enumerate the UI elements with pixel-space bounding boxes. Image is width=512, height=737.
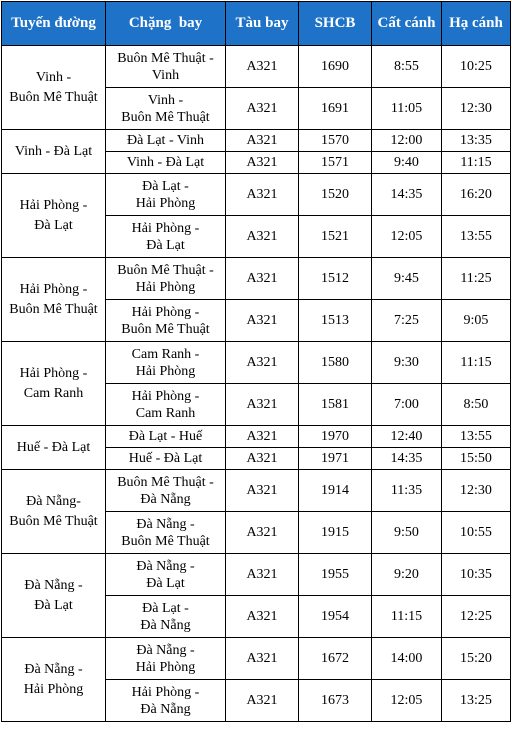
segment-label: Hải Phòng - <box>131 304 200 320</box>
departure-cell: 9:40 <box>372 152 442 174</box>
departure-cell: 12:00 <box>372 130 442 152</box>
flight-number-cell: 1570 <box>299 130 372 152</box>
aircraft-cell: A321 <box>226 342 299 384</box>
segment-label: Huế - Đà Lạt <box>128 451 203 466</box>
segment-cell <box>106 342 226 384</box>
segment-cell <box>106 46 226 88</box>
departure-cell: 11:15 <box>372 596 442 638</box>
departure-cell: 8:55 <box>372 46 442 88</box>
segment-label: Đà Nẵng <box>140 701 191 717</box>
departure-cell: 9:50 <box>372 512 442 554</box>
segment-label: Vinh <box>151 67 180 83</box>
departure-cell: 7:00 <box>372 384 442 426</box>
flight-number-cell: 1672 <box>299 638 372 680</box>
route-label: Buôn Mê Thuật <box>9 301 98 317</box>
segment-label: Đà Nẵng - <box>136 558 195 574</box>
segment-label: Đà Nẵng - <box>136 642 195 658</box>
flight-number-cell: 1581 <box>299 384 372 426</box>
aircraft-cell: A321 <box>226 680 299 722</box>
flight-number-cell: 1691 <box>299 88 372 130</box>
aircraft-cell: A321 <box>226 258 299 300</box>
flight-schedule-table <box>1 1 511 722</box>
route-label: Đà Nẵng - <box>24 577 83 593</box>
table-row <box>2 130 511 152</box>
arrival-cell: 8:50 <box>442 384 511 426</box>
departure-cell: 14:35 <box>372 174 442 216</box>
header-segment: Chặng bay <box>106 2 226 46</box>
arrival-cell: 13:55 <box>442 426 511 448</box>
route-label: Đà Nẵng - <box>24 661 83 677</box>
header-row <box>2 2 511 46</box>
segment-label: Hải Phòng - <box>131 220 200 236</box>
segment-label: Buôn Mê Thuật - <box>117 50 214 66</box>
segment-cell <box>106 470 226 512</box>
table-row <box>2 426 511 448</box>
aircraft-cell: A321 <box>226 130 299 152</box>
route-label: Vinh - <box>35 69 72 85</box>
segment-cell <box>106 554 226 596</box>
table-row <box>2 258 511 300</box>
departure-cell: 11:35 <box>372 470 442 512</box>
flight-number-cell: 1690 <box>299 46 372 88</box>
arrival-cell: 9:05 <box>442 300 511 342</box>
segment-cell <box>106 300 226 342</box>
aircraft-cell: A321 <box>226 596 299 638</box>
route-cell <box>2 130 106 174</box>
segment-label: Đà Nẵng <box>140 491 191 507</box>
header-departure: Cất cánh <box>372 2 442 46</box>
flight-number-cell: 1520 <box>299 174 372 216</box>
arrival-cell: 10:55 <box>442 512 511 554</box>
segment-cell <box>106 596 226 638</box>
route-label: Buôn Mê Thuật <box>9 513 98 529</box>
segment-cell <box>106 216 226 258</box>
route-label: Hải Phòng <box>23 681 84 697</box>
segment-label: Buôn Mê Thuật <box>121 109 210 125</box>
flight-number-cell: 1673 <box>299 680 372 722</box>
route-cell <box>2 342 106 426</box>
route-label: Huế - Đà Lạt <box>16 439 91 455</box>
flight-number-cell: 1580 <box>299 342 372 384</box>
segment-cell <box>106 512 226 554</box>
arrival-cell: 11:15 <box>442 342 511 384</box>
segment-cell <box>106 152 226 174</box>
route-cell <box>2 638 106 722</box>
segment-label: Đà Lạt - <box>142 178 189 194</box>
arrival-cell: 11:25 <box>442 258 511 300</box>
route-label: Cam Ranh <box>23 385 84 401</box>
arrival-cell: 12:30 <box>442 470 511 512</box>
arrival-cell: 13:25 <box>442 680 511 722</box>
segment-label: Vinh - Đà Lạt <box>126 155 205 170</box>
segment-cell <box>106 88 226 130</box>
header-route: Tuyến đường <box>2 2 106 46</box>
segment-cell <box>106 384 226 426</box>
route-label: Đà Lạt <box>34 597 73 613</box>
segment-cell <box>106 680 226 722</box>
table-row <box>2 342 511 384</box>
segment-label: Đà Lạt - <box>142 600 189 616</box>
aircraft-cell: A321 <box>226 426 299 448</box>
segment-label: Hải Phòng <box>135 363 196 379</box>
route-label: Hải Phòng - <box>19 281 88 297</box>
segment-label: Hải Phòng <box>135 659 196 675</box>
segment-label: Buôn Mê Thuật <box>121 321 210 337</box>
header-aircraft: Tàu bay <box>226 2 299 46</box>
route-label: Vinh - Đà Lạt <box>14 143 93 159</box>
aircraft-cell: A321 <box>226 512 299 554</box>
route-cell <box>2 258 106 342</box>
segment-label: Cam Ranh - <box>131 346 200 362</box>
aircraft-cell: A321 <box>226 384 299 426</box>
segment-label: Đà Lạt - Vinh <box>126 133 205 148</box>
flight-number-cell: 1954 <box>299 596 372 638</box>
route-cell <box>2 174 106 258</box>
segment-cell <box>106 448 226 470</box>
table-row <box>2 174 511 216</box>
aircraft-cell: A321 <box>226 554 299 596</box>
aircraft-cell: A321 <box>226 152 299 174</box>
segment-label: Cam Ranh <box>135 405 196 421</box>
segment-label: Đà Lạt <box>146 575 185 591</box>
flight-number-cell: 1521 <box>299 216 372 258</box>
segment-label: Đà Nẵng <box>140 617 191 633</box>
route-cell <box>2 554 106 638</box>
flight-number-cell: 1970 <box>299 426 372 448</box>
aircraft-cell: A321 <box>226 174 299 216</box>
departure-cell: 9:30 <box>372 342 442 384</box>
route-label: Buôn Mê Thuật <box>9 89 98 105</box>
aircraft-cell: A321 <box>226 216 299 258</box>
departure-cell: 12:40 <box>372 426 442 448</box>
segment-cell <box>106 426 226 448</box>
header-flight-number: SHCB <box>299 2 372 46</box>
arrival-cell: 15:50 <box>442 448 511 470</box>
departure-cell: 9:20 <box>372 554 442 596</box>
departure-cell: 12:05 <box>372 216 442 258</box>
table-row <box>2 638 511 680</box>
arrival-cell: 13:55 <box>442 216 511 258</box>
departure-cell: 11:05 <box>372 88 442 130</box>
flight-number-cell: 1955 <box>299 554 372 596</box>
flight-number-cell: 1971 <box>299 448 372 470</box>
segment-label: Hải Phòng <box>135 195 196 211</box>
segment-cell <box>106 174 226 216</box>
segment-label: Hải Phòng <box>135 279 196 295</box>
segment-label: Vinh - <box>147 92 184 108</box>
segment-cell <box>106 258 226 300</box>
table-row <box>2 46 511 88</box>
aircraft-cell: A321 <box>226 638 299 680</box>
segment-label: Hải Phòng - <box>131 388 200 404</box>
segment-cell <box>106 638 226 680</box>
segment-cell <box>106 130 226 152</box>
aircraft-cell: A321 <box>226 470 299 512</box>
table-row <box>2 470 511 512</box>
flight-number-cell: 1914 <box>299 470 372 512</box>
flight-number-cell: 1571 <box>299 152 372 174</box>
segment-label: Hải Phòng - <box>131 684 200 700</box>
departure-cell: 9:45 <box>372 258 442 300</box>
arrival-cell: 12:30 <box>442 88 511 130</box>
flight-number-cell: 1915 <box>299 512 372 554</box>
route-label: Hải Phòng - <box>19 197 88 213</box>
departure-cell: 14:00 <box>372 638 442 680</box>
segment-label: Buôn Mê Thuật - <box>117 262 214 278</box>
segment-label: Buôn Mê Thuật - <box>117 474 214 490</box>
route-label: Đà Lạt <box>34 217 73 233</box>
aircraft-cell: A321 <box>226 88 299 130</box>
arrival-cell: 12:25 <box>442 596 511 638</box>
arrival-cell: 10:25 <box>442 46 511 88</box>
segment-label: Đà Lạt <box>146 237 185 253</box>
departure-cell: 14:35 <box>372 448 442 470</box>
route-cell <box>2 46 106 130</box>
segment-label: Đà Lạt - Huế <box>128 429 203 444</box>
route-label: Hải Phòng - <box>19 365 88 381</box>
arrival-cell: 10:35 <box>442 554 511 596</box>
aircraft-cell: A321 <box>226 300 299 342</box>
flight-number-cell: 1513 <box>299 300 372 342</box>
aircraft-cell: A321 <box>226 46 299 88</box>
route-cell <box>2 470 106 554</box>
route-cell <box>2 426 106 470</box>
flight-number-cell: 1512 <box>299 258 372 300</box>
header-arrival: Hạ cánh <box>442 2 511 46</box>
segment-label: Buôn Mê Thuật <box>121 533 210 549</box>
arrival-cell: 11:15 <box>442 152 511 174</box>
arrival-cell: 13:35 <box>442 130 511 152</box>
arrival-cell: 15:20 <box>442 638 511 680</box>
table-row <box>2 554 511 596</box>
departure-cell: 12:05 <box>372 680 442 722</box>
arrival-cell: 16:20 <box>442 174 511 216</box>
segment-label: Đà Nẵng - <box>136 516 195 532</box>
departure-cell: 7:25 <box>372 300 442 342</box>
route-label: Đà Nẵng- <box>26 493 81 509</box>
aircraft-cell: A321 <box>226 448 299 470</box>
